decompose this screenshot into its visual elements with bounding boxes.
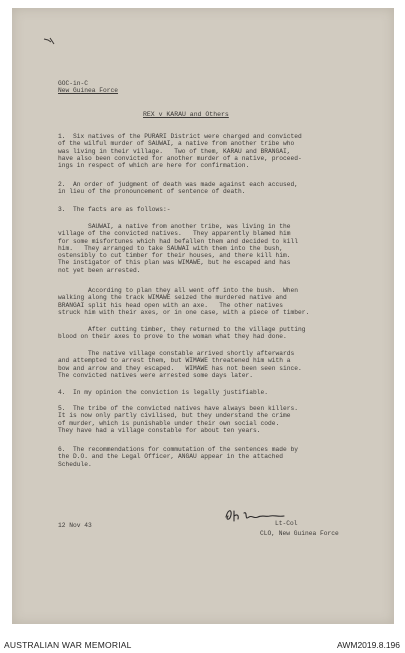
institution-name: AUSTRALIAN WAR MEMORIAL: [4, 640, 132, 650]
paragraph-3-facts: SAUWAI, a native from another tribe, was living in the village of the convicted natives. They apparently blamed him for some misfortunes which had befallen them and decided to kill him. They arranged to take SAUWAI with them into the bush, ostensibly to cut timber for their houses, and there kill him. The instigator of this plan was WIMAWE, but he escaped and has not yet been arrested.: [58, 223, 299, 274]
paragraph-3-constable: The native village constable arrived shortly afterwards and attempted to arrest them, but WIMAWE threatened him with a bow and arrow and they escaped. WIMAWE has not been seen since. The convicted natives were arrested some days later.: [58, 350, 302, 379]
signatory-title: CLO, New Guinea Force: [260, 530, 339, 537]
signatory-rank: Lt-Col: [275, 520, 298, 527]
paragraph-4: 4. In my opinion the conviction is legally justifiable.: [58, 389, 269, 396]
addressee-line-1: GOC-in-C: [58, 80, 89, 87]
ink-mark: [42, 36, 56, 46]
addressee-line-2: New Guinea Force: [58, 87, 119, 95]
paragraph-3-return: After cutting timber, they returned to the village putting blood on their axes to prove to the woman what they had done.: [58, 326, 306, 341]
paragraph-3-plan: According to plan they all went off into the bush. When walking along the track WIMAWE seized the murdered native and BRANGAI split his head open with an axe. The other natives struck him with their axes, or in one case, with a piece of timber.: [58, 287, 310, 316]
paragraph-6: 6. The recommendations for commutation of the sentences made by the D.O. and the Legal Officer, ANGAU appear in the attached Schedule.: [58, 446, 299, 468]
paragraph-3: 3. The facts are as follows:-: [58, 206, 171, 213]
paragraph-1: 1. Six natives of the PURARI District were charged and convicted of the wilful murder of SAUWAI, a native from another tribe who was living in their village. Two of them, KARAU and BRANGAI, have also been convicted for another murder of a native, proceed- ings in respect of which are here for confirmation.: [58, 133, 302, 170]
document-title: REX v KARAU and Others: [143, 111, 229, 118]
accession-number: AWM2019.8.196: [337, 640, 400, 650]
paragraph-2: 2. An order of judgment of death was made against each accused, in lieu of the pronouncement of sentence of death.: [58, 181, 299, 196]
document-date: 12 Nov 43: [58, 522, 92, 529]
signature-block: [275, 520, 298, 527]
addressee: [58, 80, 118, 95]
archive-footer: [0, 633, 405, 653]
paragraph-5: 5. The tribe of the convicted natives have always been killers. It is now only partly civilised, but they understand the crime of murder, which is punishable under their own social code. They have had a village constable for about ten years.: [58, 405, 299, 434]
